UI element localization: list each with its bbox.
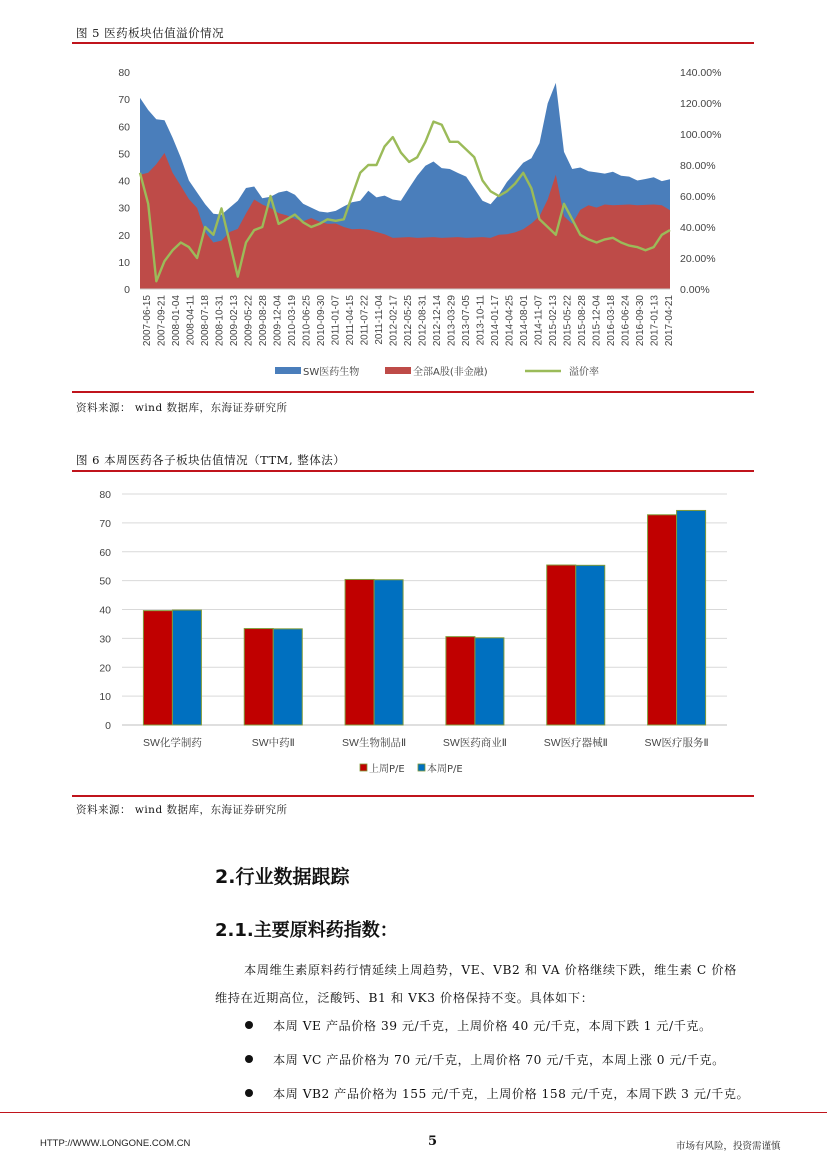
bar-last-week [648,515,677,725]
y-left-tick-label: 40 [118,175,130,188]
x-tick-label: 2015-08-28 [577,295,588,347]
figure-5-top-rule [72,42,754,44]
bar-this-week [677,510,706,725]
legend-swatch [385,367,411,374]
legend-label: 全部A股(非金融) [413,367,488,378]
y-tick-label: 30 [99,633,111,646]
bar-last-week [244,629,273,725]
y-left-tick-label: 80 [118,67,130,79]
y-left-tick-label: 60 [118,121,130,134]
legend-label: SW医药生物 [303,367,360,378]
x-tick-label: 2014-04-25 [504,295,516,347]
legend-premium [525,365,599,378]
x-tick-label: 2014-01-17 [490,295,501,347]
category-label: SW医疗服务Ⅱ [644,737,709,749]
y-tick-label: 10 [99,691,111,704]
footer-rule [0,1112,827,1113]
figure-5-bottom-rule [72,391,754,393]
y-tick-label: 60 [99,546,111,559]
legend-swatch [418,764,425,771]
x-tick-label: 2014-08-01 [519,295,530,347]
bar-this-week [576,565,605,725]
figure-6-chart [0,480,827,790]
x-tick-label: 2015-12-04 [591,295,603,347]
figure-5-source: 资料来源： wind 数据库，东海证券研究所 [76,402,288,414]
x-tick-label: 2008-10-31 [214,295,226,347]
figure-6-source: 资料来源： wind 数据库，东海证券研究所 [76,804,288,816]
figure-6-caption: 图 6 本周医药各子板块估值情况（TTM, 整体法） [76,453,346,467]
y-right-tick-label: 80.00% [680,160,716,172]
legend-all-a-shares [385,365,488,378]
x-tick-label: 2007-06-15 [142,295,153,347]
bar-last-week [547,565,576,725]
legend-label: 本周P/E [427,764,463,775]
x-tick-label: 2009-12-04 [272,295,284,347]
x-tick-label: 2010-03-19 [287,295,298,347]
x-tick-label: 2012-08-31 [417,295,429,347]
y-right-tick-label: 60.00% [680,191,716,203]
y-left-tick-label: 30 [118,202,130,215]
legend-label: 溢价率 [569,367,599,378]
figure-5-caption: 图 5 医药板块估值溢价情况 [76,26,225,40]
paragraph-line-2: 维持在近期高位，泛酸钙、B1 和 VK3 价格保持不变。具体如下： [215,991,594,1005]
bar-last-week [345,579,374,725]
y-left-tick-label: 0 [124,284,130,296]
x-tick-label: 2016-03-18 [606,295,617,347]
intro-paragraph [215,956,795,1012]
x-tick-label: 2009-05-22 [243,295,255,347]
legend-label: 上周P/E [369,764,405,775]
x-tick-label: 2010-09-30 [316,295,327,347]
x-tick-label: 2012-02-17 [388,295,400,347]
category-label: SW化学制药 [142,737,202,749]
y-tick-label: 70 [99,517,111,530]
bar-last-week [143,611,172,725]
y-tick-label: 80 [99,489,111,501]
bar-this-week [475,638,504,725]
y-left-tick-label: 50 [118,148,130,161]
x-tick-label: 2013-03-29 [446,295,458,347]
y-right-tick-label: 40.00% [680,222,716,234]
x-tick-label: 2008-01-04 [171,295,182,347]
bullet-item: 本周 VE 产品价格 39 元/千克，上周价格 40 元/千克，本周下跌 1 元/千克。 [273,1019,712,1033]
y-left-tick-label: 70 [118,94,130,107]
category-label: SW医疗器械Ⅱ [543,737,608,749]
footer-disclaimer: 市场有风险，投资需谨慎 [676,1141,781,1152]
x-tick-label: 2017-04-21 [664,295,675,347]
figure-5-chart [0,55,827,390]
subsection-heading: 2.1.主要原料药指数： [215,920,398,941]
x-tick-label: 2011-01-07 [330,295,342,346]
legend-last-week [360,762,405,775]
x-tick-label: 2007-09-21 [156,295,168,347]
y-right-tick-label: 100.00% [680,129,722,141]
legend-swatch [360,764,367,771]
y-left-tick-label: 10 [118,256,130,269]
x-tick-label: 2013-10-11 [475,295,487,346]
page-number: 5 [428,1134,438,1149]
y-right-tick-label: 20.00% [680,253,716,265]
category-label: SW医药商业Ⅱ [442,737,507,749]
x-tick-label: 2017-01-13 [649,295,661,347]
y-right-tick-label: 120.00% [680,98,722,110]
x-tick-label: 2008-04-11 [185,295,197,346]
x-tick-label: 2016-09-30 [635,295,646,347]
x-tick-label: 2011-07-22 [359,295,371,346]
bullet-icon [245,1089,253,1097]
x-tick-label: 2011-04-15 [345,295,356,346]
x-tick-label: 2011-11-04 [374,295,385,345]
legend-this-week [418,762,463,775]
x-tick-label: 2015-02-13 [548,295,559,347]
x-tick-label: 2012-12-14 [432,295,443,347]
category-label: SW中药Ⅱ [251,737,295,749]
legend-sw-pharma [275,365,359,378]
y-tick-label: 20 [99,662,111,675]
y-left-tick-label: 20 [118,229,130,242]
x-tick-label: 2008-07-18 [200,295,211,347]
bar-this-week [172,610,201,725]
legend-swatch [275,367,301,374]
figure-6-top-rule [72,470,754,472]
bullet-icon [245,1055,253,1063]
x-tick-label: 2009-08-28 [258,295,269,347]
figure-6-bottom-rule [72,795,754,797]
category-label: SW生物制品Ⅱ [342,737,407,749]
y-tick-label: 50 [99,575,111,588]
y-tick-label: 40 [99,604,111,617]
bullet-icon [245,1021,253,1029]
y-right-tick-label: 0.00% [680,284,710,296]
bar-this-week [273,629,302,725]
bullet-item: 本周 VC 产品价格为 70 元/千克，上周价格 70 元/千克，本周上涨 0 元/千克。 [273,1053,725,1067]
x-tick-label: 2015-05-22 [562,295,574,347]
x-tick-label: 2014-11-07 [533,295,545,346]
section-heading: 2.行业数据跟踪 [215,866,350,888]
y-tick-label: 0 [105,720,111,732]
y-right-tick-label: 140.00% [680,67,722,79]
paragraph-line-1: 本周维生素原料药行情延续上周趋势，VE、VB2 和 VA 价格继续下跌，维生素 C 价格 [244,963,737,977]
bar-this-week [374,580,403,725]
x-tick-label: 2013-07-05 [461,295,472,347]
x-tick-label: 2012-05-25 [403,295,414,347]
x-tick-label: 2016-06-24 [620,295,632,347]
x-tick-label: 2009-02-13 [229,295,240,347]
bullet-item: 本周 VB2 产品价格为 155 元/千克，上周价格 158 元/千克，本周下跌 3 元/千克。 [273,1087,750,1101]
footer-url[interactable]: HTTP://WWW.LONGONE.COM.CN [40,1138,191,1149]
bar-last-week [446,637,475,725]
x-tick-label: 2010-06-25 [301,295,313,347]
